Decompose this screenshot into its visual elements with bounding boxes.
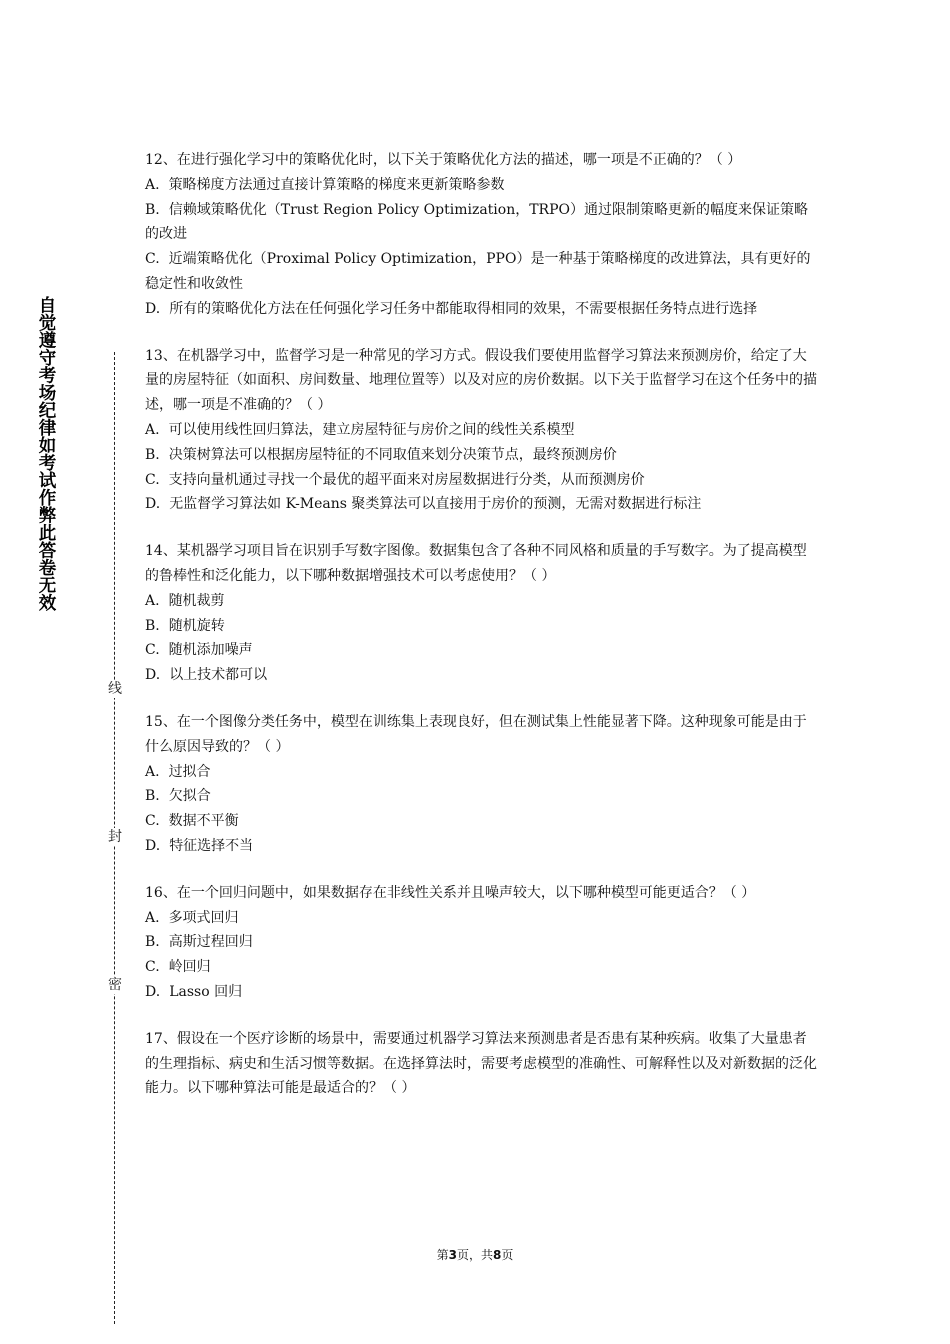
option-b — [145, 614, 817, 639]
option-b — [145, 784, 817, 809]
option-letter: D. — [145, 983, 161, 1000]
option-text: 决策树算法可以根据房屋特征的不同取值来划分决策节点，最终预测房价 — [168, 446, 617, 463]
question-15 — [145, 710, 817, 859]
side-notice: 自觉遵守考场纪律如考试作弊此答卷无效 — [36, 296, 56, 611]
option-letter: D. — [145, 300, 161, 317]
option-a — [145, 173, 817, 198]
option-text: 欠拟合 — [168, 788, 211, 805]
option-a — [145, 418, 817, 443]
page-footer — [0, 1246, 950, 1264]
option-text: 以上技术都可以 — [169, 667, 268, 684]
option-text: 无监督学习算法如 K-Means 聚类算法可以直接用于房价的预测，无需对数据进行标注 — [169, 496, 702, 513]
option-letter: A. — [145, 592, 160, 609]
option-letter: C. — [145, 471, 160, 488]
option-letter: A. — [145, 421, 160, 438]
question-stem: 17、假设在一个医疗诊断的场景中，需要通过机器学习算法来预测患者是否患有某种疾病。收集了大量患者的生理指标、病史和生活习惯等数据。在选择算法时，需要考虑模型的准确性、可解释性以及对新数据的泛化能力。以下哪种算法可能是最适合的？（ ） — [145, 1030, 817, 1097]
binding-mark-feng: 封 — [108, 829, 122, 845]
option-letter: C. — [145, 959, 160, 976]
question-stem: 13、在机器学习中，监督学习是一种常见的学习方式。假设我们要使用监督学习算法来预测房价，给定了大量的房屋特征（如面积、房间数量、地理位置等）以及对应的房价数据。以下关于监督学习在这个任务中的描述，哪一项是不准确的？（ ） — [145, 347, 817, 414]
option-letter: B. — [145, 201, 160, 218]
footer-total-pages: 8 — [493, 1248, 502, 1262]
option-letter: D. — [145, 667, 161, 684]
option-text: Lasso 回归 — [169, 983, 243, 1000]
option-text: 所有的策略优化方法在任何强化学习任务中都能取得相同的效果，不需要根据任务特点进行选择 — [169, 300, 758, 317]
option-c — [145, 638, 817, 663]
option-c — [145, 247, 817, 297]
option-c — [145, 955, 817, 980]
option-text: 随机裁剪 — [168, 592, 225, 609]
question-stem: 14、某机器学习项目旨在识别手写数字图像。数据集包含了各种不同风格和质量的手写数字。为了提高模型的鲁棒性和泛化能力，以下哪种数据增强技术可以考虑使用？（ ） — [145, 543, 807, 584]
option-d — [145, 980, 817, 1005]
option-letter: D. — [145, 496, 161, 513]
option-a — [145, 760, 817, 785]
binding-mark-xian: 线 — [108, 681, 122, 697]
option-d — [145, 297, 817, 322]
question-13 — [145, 344, 817, 518]
question-14 — [145, 539, 817, 688]
option-letter: A. — [145, 176, 160, 193]
option-text: 过拟合 — [168, 763, 211, 780]
option-b — [145, 198, 817, 248]
option-letter: B. — [145, 446, 160, 463]
option-text: 近端策略优化（Proximal Policy Optimization，PPO）是一种基于策略梯度的改进算法，具有更好的稳定性和收敛性 — [145, 251, 811, 292]
option-letter: C. — [145, 813, 160, 830]
option-text: 数据不平衡 — [168, 813, 239, 830]
footer-suffix: 页 — [501, 1248, 514, 1262]
option-letter: B. — [145, 934, 160, 951]
option-d — [145, 492, 817, 517]
question-stem: 15、在一个图像分类任务中，模型在训练集上表现良好，但在测试集上性能显著下降。这种现象可能是由于什么原因导致的？（ ） — [145, 713, 807, 755]
option-c — [145, 809, 817, 834]
option-d — [145, 834, 817, 859]
option-d — [145, 663, 817, 688]
footer-page-number: 3 — [448, 1248, 457, 1262]
option-letter: C. — [145, 642, 160, 659]
option-text: 信赖域策略优化（Trust Region Policy Optimization，TRPO）通过限制策略更新的幅度来保证策略的改进 — [145, 201, 808, 243]
option-letter: C. — [145, 251, 160, 268]
option-letter: B. — [145, 788, 160, 805]
footer-middle: 页，共 — [456, 1248, 493, 1262]
option-c — [145, 468, 817, 493]
question-16 — [145, 881, 817, 1005]
question-12 — [145, 148, 817, 322]
question-list — [145, 148, 817, 1123]
option-letter: A. — [145, 763, 160, 780]
option-letter: A. — [145, 909, 160, 926]
option-b — [145, 443, 817, 468]
option-text: 特征选择不当 — [169, 837, 254, 854]
option-text: 随机添加噪声 — [168, 642, 253, 659]
question-stem: 16、在一个回归问题中，如果数据存在非线性关系并且噪声较大，以下哪种模型可能更适合？（ ） — [145, 884, 756, 901]
question-17 — [145, 1027, 817, 1101]
option-a — [145, 589, 817, 614]
option-text: 策略梯度方法通过直接计算策略的梯度来更新策略参数 — [168, 176, 505, 193]
footer-prefix: 第 — [436, 1248, 449, 1262]
option-text: 随机旋转 — [168, 617, 225, 634]
option-text: 可以使用线性回归算法，建立房屋特征与房价之间的线性关系模型 — [168, 421, 575, 438]
option-a — [145, 906, 817, 931]
option-text: 多项式回归 — [168, 909, 239, 926]
option-letter: D. — [145, 837, 161, 854]
option-text: 支持向量机通过寻找一个最优的超平面来对房屋数据进行分类，从而预测房价 — [168, 471, 645, 488]
option-text: 岭回归 — [168, 959, 211, 976]
binding-mark-mi: 密 — [108, 977, 122, 993]
question-stem: 12、在进行强化学习中的策略优化时，以下关于策略优化方法的描述，哪一项是不正确的？（ ） — [145, 152, 742, 168]
option-text: 高斯过程回归 — [168, 934, 253, 951]
option-b — [145, 930, 817, 955]
option-letter: B. — [145, 617, 160, 634]
